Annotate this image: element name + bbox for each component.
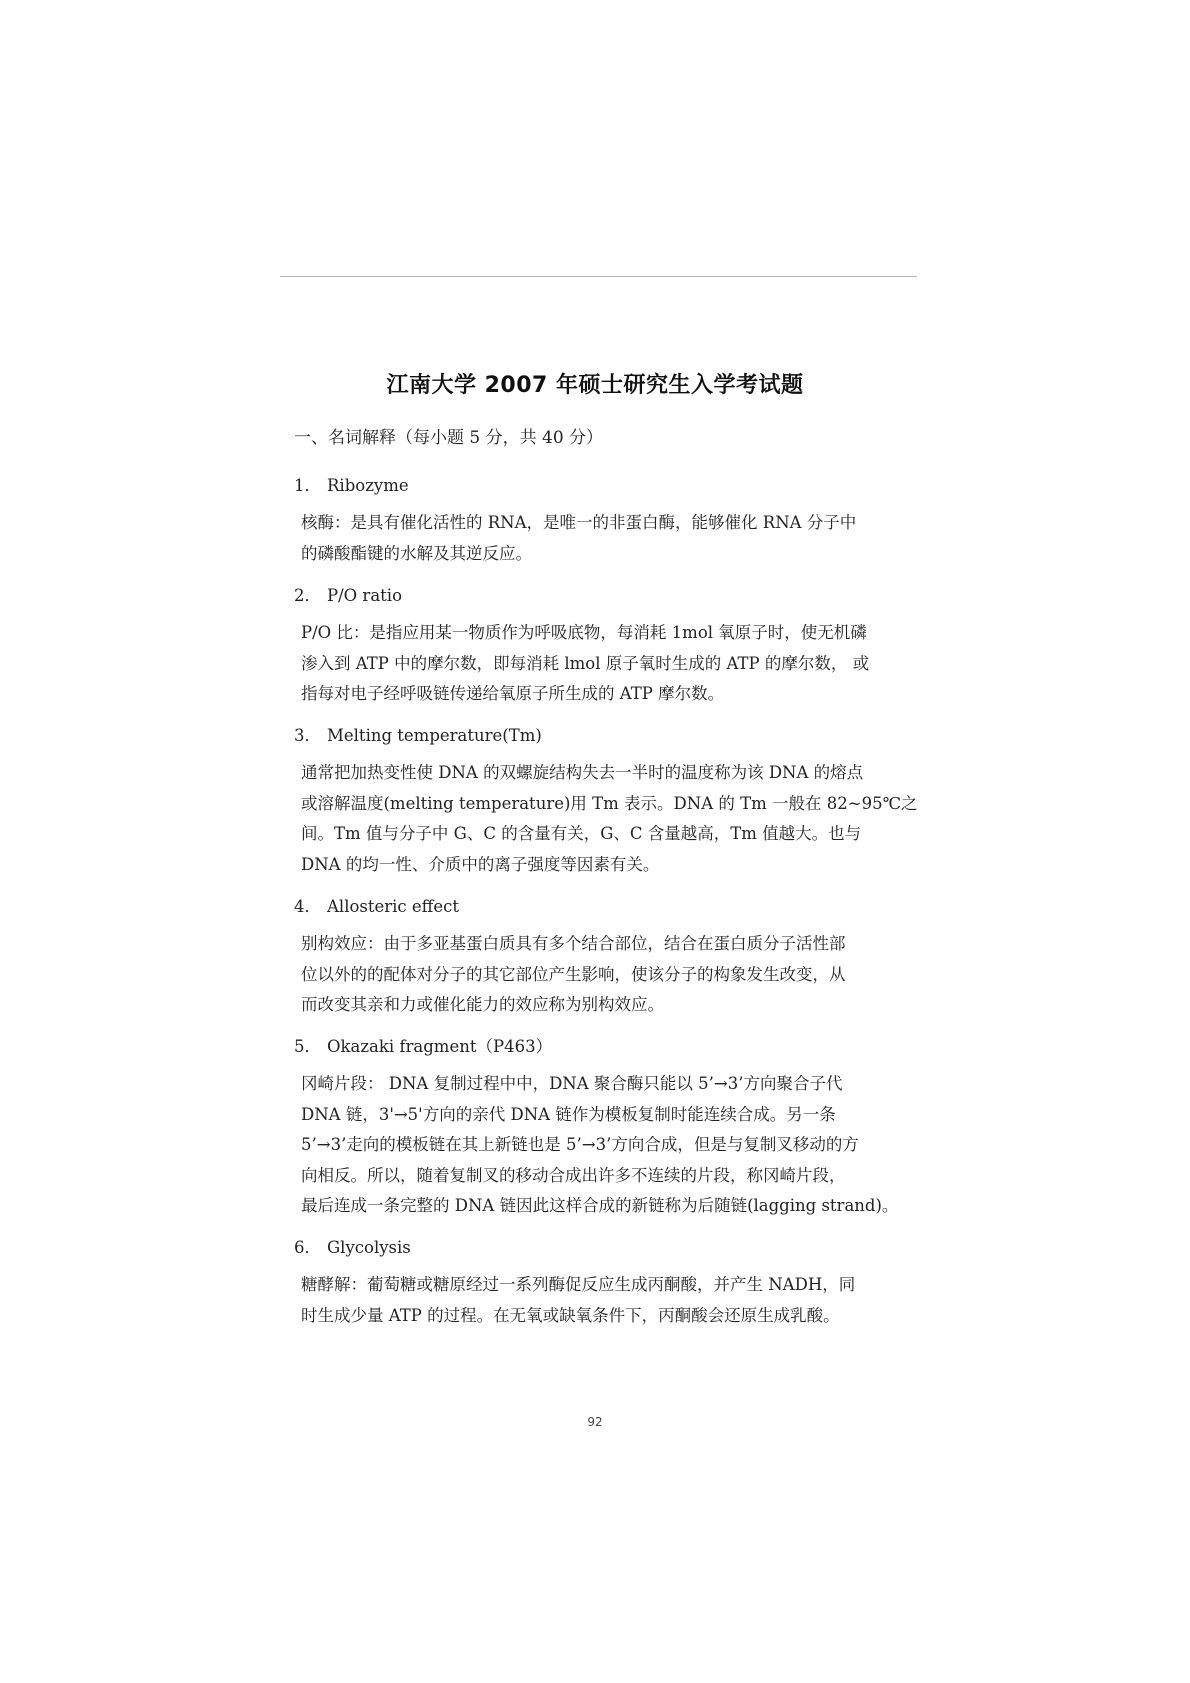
definition-line: 渗入到 ATP 中的摩尔数，即每消耗 lmol 原子氧时生成的 ATP 的摩尔数， 或	[301, 653, 870, 673]
definition-line: 5’→3’走向的模板链在其上新链也是 5’→3’方向合成，但是与复制叉移动的方	[301, 1135, 859, 1155]
term-name: Allosteric effect	[327, 897, 460, 916]
definition-line: 的磷酸酯键的水解及其逆反应。	[301, 543, 532, 563]
definition-line: 糖酵解：葡萄糖或糖原经过一系列酶促反应生成丙酮酸，并产生 NADH，同	[301, 1275, 856, 1294]
definition-line: 位以外的的配体对分子的其它部位产生影响，使该分子的构象发生改变，从	[301, 964, 846, 984]
term-name: Melting temperature(Tm)	[327, 726, 542, 745]
term-heading	[294, 582, 402, 606]
definition-line: 最后连成一条完整的 DNA 链因此这样合成的新链称为后随链(lagging strand)。	[301, 1196, 899, 1216]
definition-text	[301, 1270, 855, 1331]
definition-line: P/O 比：是指应用某一物质作为呼吸底物，每消耗 1mol 氧原子时，使无机磷	[301, 623, 867, 642]
term-heading	[294, 472, 409, 496]
definition-text	[301, 508, 856, 569]
term-number: 5．	[294, 1037, 321, 1056]
term-heading	[294, 893, 459, 917]
term-number: 2．	[294, 586, 321, 605]
definition-line: 或溶解温度(melting temperature)用 Tm 表示。DNA 的 Tm 一般在 82~95℃之	[301, 793, 918, 813]
term-number: 4．	[294, 897, 321, 916]
definition-line: 时生成少量 ATP 的过程。在无氧或缺氧条件下，丙酮酸会还原生成乳酸。	[301, 1305, 840, 1325]
term-name: P/O ratio	[327, 586, 402, 605]
definition-line: DNA 链，3'→5'方向的亲代 DNA 链作为模板复制时能连续合成。另一条	[301, 1104, 836, 1124]
definition-line: DNA 的均一性、介质中的离子强度等因素有关。	[301, 854, 660, 874]
definition-line: 指每对电子经呼吸链传递给氧原子所生成的 ATP 摩尔数。	[301, 684, 725, 704]
definition-line: 别构效应：由于多亚基蛋白质具有多个结合部位，结合在蛋白质分子活性部	[301, 934, 846, 953]
section-heading: 一、名词解释（每小题 5 分，共 40 分）	[294, 428, 604, 448]
term-heading	[294, 1033, 552, 1057]
term-heading	[294, 1234, 411, 1258]
definition-text	[301, 618, 869, 710]
term-name: Ribozyme	[327, 476, 409, 495]
definition-text	[301, 929, 846, 1021]
term-heading	[294, 722, 542, 746]
definition-text	[301, 758, 918, 880]
definition-line: 而改变其亲和力或催化能力的效应称为别构效应。	[301, 995, 664, 1015]
definition-line: 冈崎片段： DNA 复制过程中中，DNA 聚合酶只能以 5’→3’方向聚合子代	[301, 1074, 843, 1093]
header-rule	[280, 276, 917, 277]
term-number: 6．	[294, 1238, 321, 1257]
definition-line: 核酶：是具有催化活性的 RNA，是唯一的非蛋白酶，能够催化 RNA 分子中	[301, 513, 857, 532]
exam-title: 江南大学 2007 年硕士研究生入学考试题	[386, 373, 804, 398]
definition-line: 间。Tm 值与分子中 G、C 的含量有关，G、C 含量越高，Tm 值越大。也与	[301, 824, 862, 844]
term-name: Glycolysis	[327, 1238, 411, 1257]
term-name: Okazaki fragment（P463）	[327, 1037, 553, 1056]
definition-line: 通常把加热变性使 DNA 的双螺旋结构失去一半时的温度称为该 DNA 的熔点	[301, 763, 864, 782]
definition-line: 向相反。所以，随着复制叉的移动合成出许多不连续的片段，称冈崎片段，	[301, 1165, 846, 1185]
term-number: 1．	[294, 476, 321, 495]
definition-text	[301, 1069, 898, 1222]
page-number: 92	[587, 1415, 603, 1429]
term-number: 3．	[294, 726, 321, 745]
